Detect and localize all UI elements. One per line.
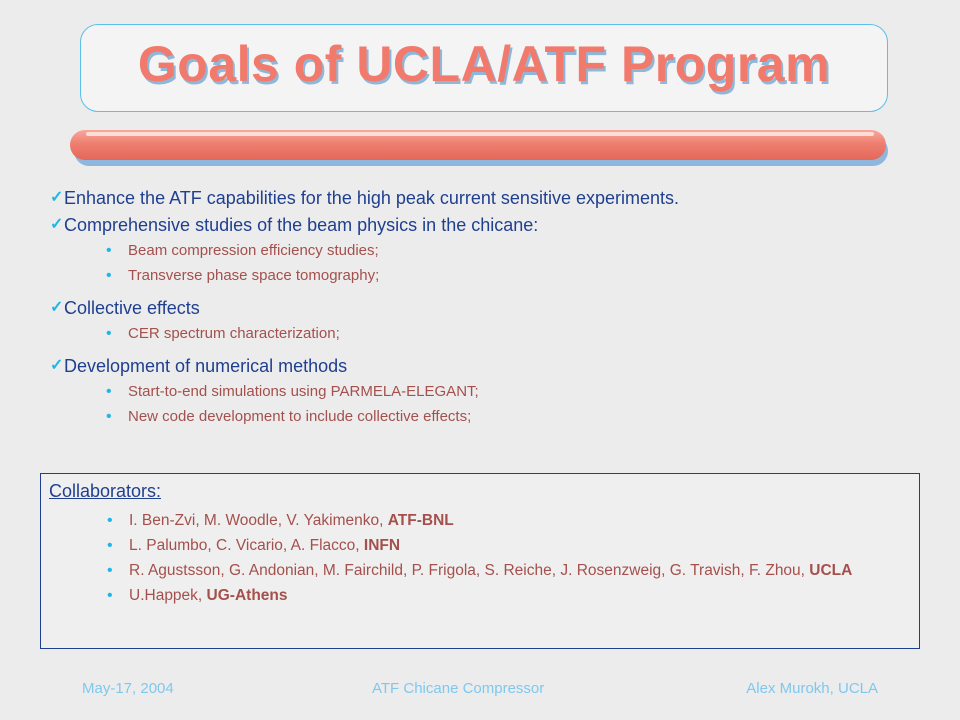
sub-text: New code development to include collective effects; <box>128 408 472 425</box>
bullet-icon: • <box>107 537 113 554</box>
goal-item <box>50 186 930 210</box>
bullet-icon: • <box>106 242 112 259</box>
check-icon: ✓ <box>50 189 64 206</box>
bullet-icon: • <box>106 267 112 284</box>
collaborator-item <box>107 560 907 582</box>
goal-item <box>50 213 930 237</box>
collaborators-heading: Collaborators: <box>49 481 162 501</box>
goal-item <box>50 354 930 378</box>
goal-item <box>50 296 930 320</box>
collaborator-names: L. Palumbo, C. Vicario, A. Flacco, <box>129 537 364 554</box>
sub-item <box>106 265 930 287</box>
bullet-icon: • <box>107 587 113 604</box>
sub-item <box>106 240 930 262</box>
sub-item <box>106 406 930 428</box>
collaborator-item <box>107 535 907 557</box>
sub-item <box>106 323 930 345</box>
collaborator-institution: UCLA <box>809 562 853 579</box>
collaborator-text <box>129 560 852 581</box>
bullet-icon: • <box>107 562 113 579</box>
goal-text: Comprehensive studies of the beam physics in the chicane: <box>64 215 539 235</box>
sub-text: Transverse phase space tomography; <box>128 267 380 284</box>
decorative-bar-highlight <box>86 132 874 136</box>
check-icon: ✓ <box>50 216 64 233</box>
collaborator-institution: ATF-BNL <box>387 512 454 529</box>
bullet-icon: • <box>106 408 112 425</box>
collaborator-institution: INFN <box>363 537 401 554</box>
collaborator-item <box>107 585 907 607</box>
check-icon: ✓ <box>50 299 64 316</box>
footer-date: May-17, 2004 <box>82 680 174 697</box>
footer-topic: ATF Chicane Compressor <box>372 680 545 697</box>
bullet-icon: • <box>107 512 113 529</box>
collaborator-item <box>107 510 907 532</box>
goals-list <box>50 186 930 431</box>
footer <box>0 680 960 702</box>
collaborator-text <box>129 585 288 606</box>
collaborators-box <box>40 473 920 649</box>
collaborator-names: I. Ben-Zvi, M. Woodle, V. Yakimenko, <box>129 512 388 529</box>
sub-text: CER spectrum characterization; <box>128 325 340 342</box>
collaborators-list <box>107 510 907 610</box>
bullet-icon: • <box>106 383 112 400</box>
goal-text: Development of numerical methods <box>64 356 348 376</box>
title-box <box>80 24 888 112</box>
collaborator-names: R. Agustsson, G. Andonian, M. Fairchild, P. Frigola, S. Reiche, J. Rosenzweig, G. Travish, F. Zhou, <box>129 562 810 579</box>
collaborator-names: U.Happek, <box>129 587 207 604</box>
sub-item <box>106 381 930 403</box>
goal-text: Enhance the ATF capabilities for the high peak current sensitive experiments. <box>64 188 679 208</box>
collaborator-text <box>129 535 400 556</box>
sub-text: Beam compression efficiency studies; <box>128 242 379 259</box>
slide-title: Goals of UCLA/ATF Program <box>137 36 831 92</box>
footer-author: Alex Murokh, UCLA <box>746 680 878 697</box>
collaborator-text <box>129 510 454 531</box>
bullet-icon: • <box>106 325 112 342</box>
collaborator-institution: UG-Athens <box>206 587 288 604</box>
check-icon: ✓ <box>50 357 64 374</box>
sub-text: Start-to-end simulations using PARMELA-ELEGANT; <box>128 383 479 400</box>
goal-text: Collective effects <box>64 298 200 318</box>
